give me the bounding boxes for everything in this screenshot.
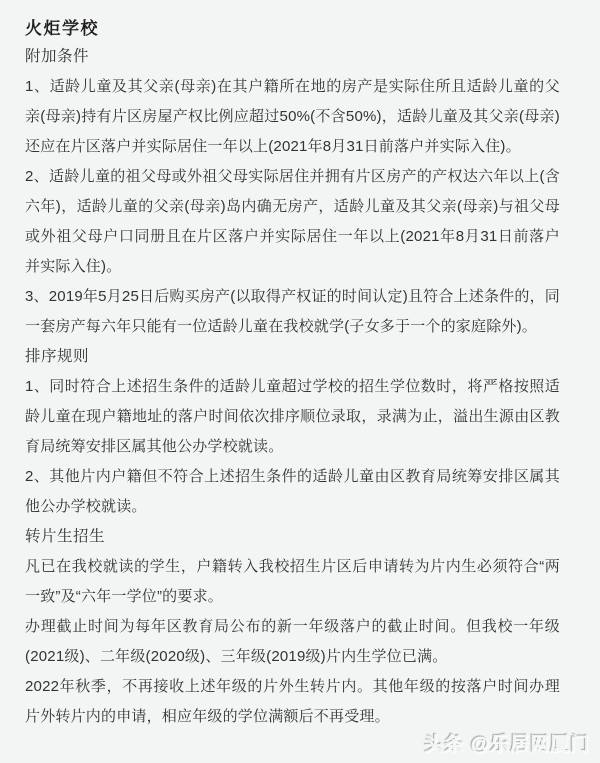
paragraph: 凡已在我校就读的学生，户籍转入我校招生片区后申请转为片内生必须符合“两一致”及“六年一学位”的要求。 bbox=[25, 558, 560, 605]
paragraph: 3、2019年5月25日后购买房产(以取得产权证的时间认定)且符合上述条件的，同一套房产每六年只能有一位适龄儿童在我校就学(子女多于一个的家庭除外)。 bbox=[25, 288, 560, 335]
paragraph: 1、适龄儿童及其父亲(母亲)在其户籍所在地的房产是实际住所且适龄儿童的父亲(母亲)持有片区房屋产权比例应超过50%(不含50%)，适龄儿童及其父亲(母亲)还应在片区落户并实际居住一年以上(2021年8月31日前落户并实际入住)。 bbox=[25, 78, 560, 155]
page-title: 火炬学校 bbox=[25, 19, 99, 38]
section-heading-sorting-rules: 排序规则 bbox=[25, 348, 90, 365]
paragraph: 2、其他片内户籍但不符合上述招生条件的适龄儿童由区教育局统筹安排区属其他公办学校就读。 bbox=[25, 468, 560, 515]
section-transfer-student-admission bbox=[25, 522, 560, 732]
section-sorting-rules bbox=[25, 342, 560, 522]
section-heading-transfer-student-admission: 转片生招生 bbox=[25, 528, 106, 545]
paragraph: 1、同时符合上述招生条件的适龄儿童超过学校的招生学位数时，将严格按照适龄儿童在现户籍地址的落户时间依次排序顺位录取，录满为止，溢出生源由区教育局统筹安排区属其他公办学校就读。 bbox=[25, 378, 560, 455]
section-heading-additional-conditions: 附加条件 bbox=[25, 48, 90, 65]
toutiao-watermark: 头条 @乐居网厦门 bbox=[424, 734, 590, 755]
paragraph: 2022年秋季，不再接收上述年级的片外生转片内。其他年级的按落户时间办理片外转片内的申请，相应年级的学位满额后不再受理。 bbox=[25, 678, 560, 725]
section-additional-conditions bbox=[25, 42, 560, 342]
paragraph: 2、适龄儿童的祖父母或外祖父母实际居住并拥有片区房产的产权达六年以上(含六年)，适龄儿童的父亲(母亲)岛内确无房产，适龄儿童及其父亲(母亲)与祖父母或外祖父母户口同册且在片区落户并实际居住一年以上(2021年8月31日前落户并实际入住)。 bbox=[25, 168, 560, 275]
paragraph: 办理截止时间为每年区教育局公布的新一年级落户的截止时间。但我校一年级(2021级)、二年级(2020级)、三年级(2019级)片内生学位已满。 bbox=[25, 618, 560, 665]
